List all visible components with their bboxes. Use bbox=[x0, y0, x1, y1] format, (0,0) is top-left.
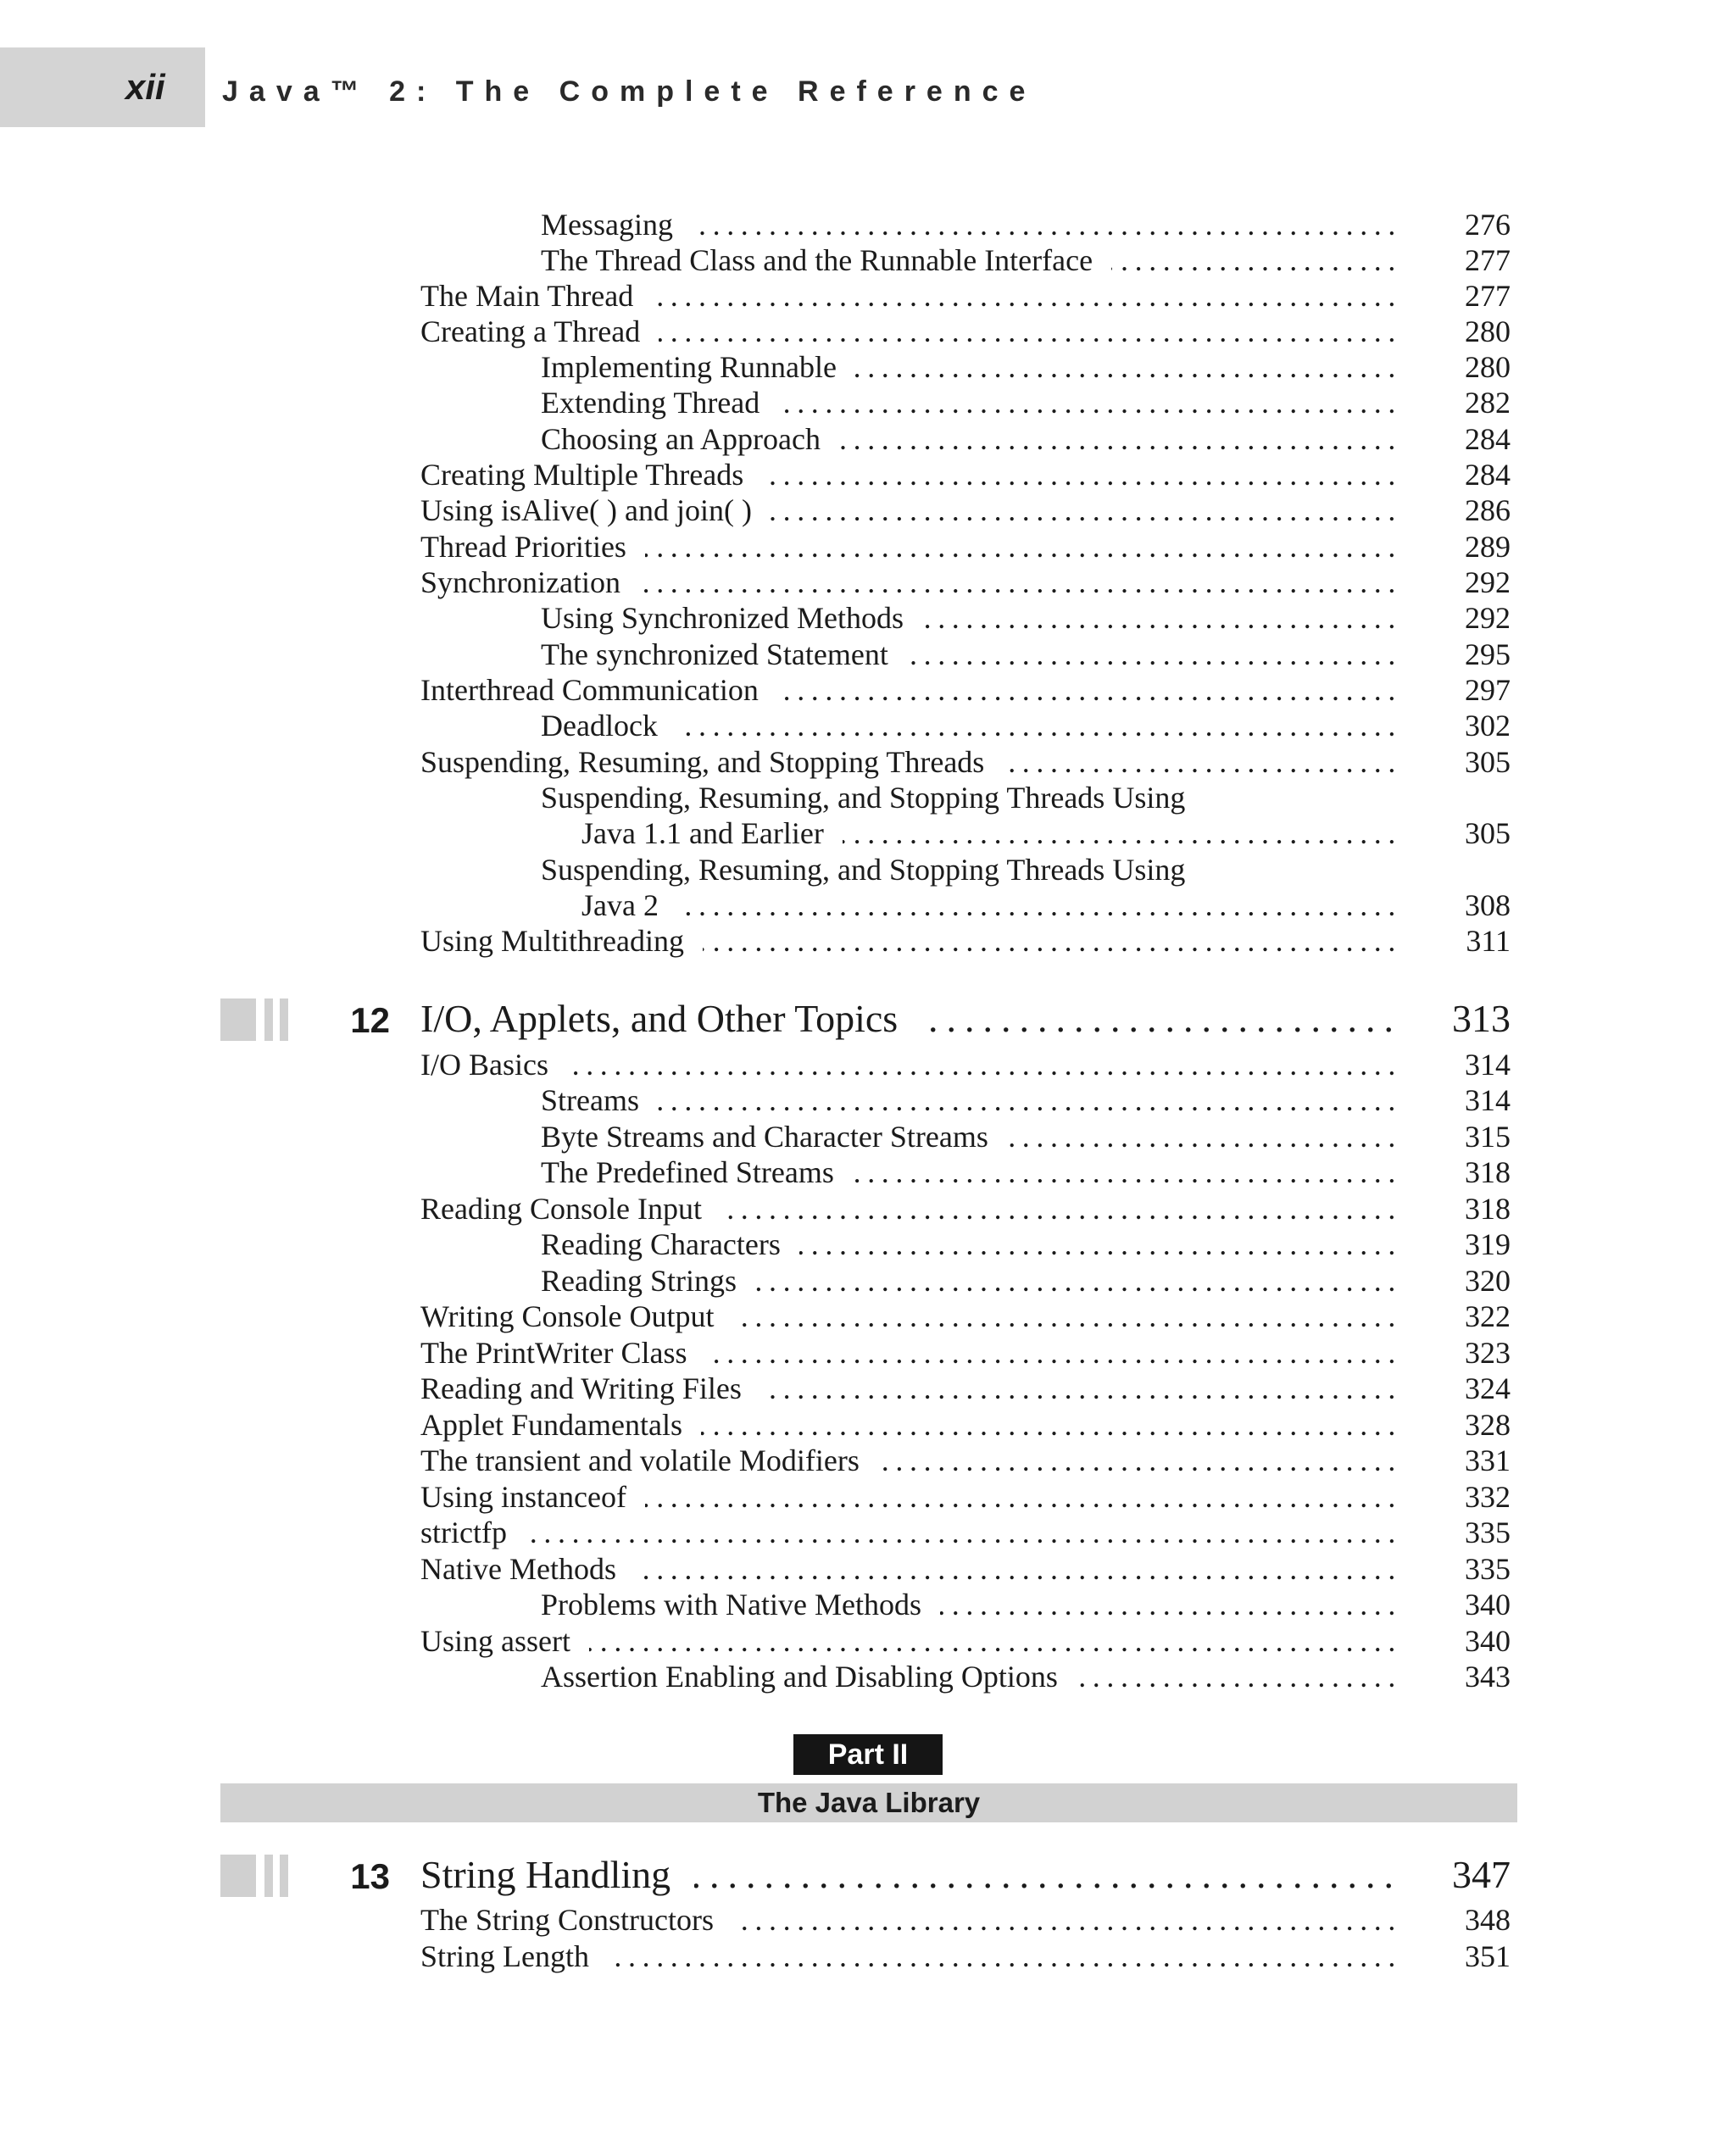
toc-entry-title: The Main Thread bbox=[420, 279, 634, 313]
toc-entry-title: String Length bbox=[420, 1939, 589, 1973]
toc-entry-title: Java 2 bbox=[581, 888, 659, 922]
toc-entry bbox=[420, 1047, 1402, 1082]
toc-entry-page: 284 bbox=[1465, 422, 1511, 456]
dot-leader bbox=[778, 385, 1402, 420]
toc-entry bbox=[541, 207, 1402, 242]
chapter-title: I/O, Applets, and Other Topics bbox=[420, 997, 899, 1040]
toc-entry bbox=[541, 1659, 1402, 1694]
toc-entry-title: Using assert bbox=[420, 1624, 570, 1658]
toc-entry-title: Suspending, Resuming, and Stopping Threads Using bbox=[541, 781, 1186, 815]
dot-leader bbox=[645, 1479, 1402, 1515]
toc-entry-page: 328 bbox=[1465, 1408, 1511, 1442]
dot-leader bbox=[645, 529, 1402, 565]
chapter-page: 313 bbox=[1452, 997, 1511, 1040]
toc-entry-title: Creating Multiple Threads bbox=[420, 458, 744, 492]
toc-entry-page: 331 bbox=[1465, 1443, 1511, 1477]
page-folio: xii bbox=[125, 67, 165, 107]
dot-leader bbox=[1007, 1119, 1402, 1154]
dot-leader bbox=[692, 207, 1402, 242]
toc-entry bbox=[420, 278, 1402, 314]
folio-box bbox=[0, 47, 205, 127]
toc-entry bbox=[541, 1119, 1402, 1154]
dot-leader bbox=[567, 1047, 1402, 1082]
toc-entry-page: 324 bbox=[1465, 1371, 1511, 1405]
toc-entry-title: Reading Strings bbox=[541, 1264, 737, 1298]
toc-entry-page: 286 bbox=[1465, 493, 1511, 527]
dot-leader bbox=[755, 1263, 1402, 1299]
dot-leader bbox=[940, 1587, 1402, 1622]
dot-leader bbox=[733, 1299, 1402, 1334]
toc-entry bbox=[420, 923, 1402, 959]
toc-entry-title: The String Constructors bbox=[420, 1903, 714, 1937]
toc-entry-page: 302 bbox=[1465, 709, 1511, 743]
toc-entry-title: Synchronization bbox=[420, 565, 620, 599]
toc-entry-page: 332 bbox=[1465, 1480, 1511, 1514]
toc-entry-page: 292 bbox=[1465, 601, 1511, 635]
chapter-heading bbox=[420, 997, 1402, 1041]
toc-entry bbox=[420, 1443, 1402, 1478]
running-title: Java™ 2: The Complete Reference bbox=[222, 75, 1037, 108]
dot-leader bbox=[706, 1335, 1403, 1371]
toc-entry-page: 320 bbox=[1465, 1264, 1511, 1298]
chapter-heading bbox=[420, 1853, 1402, 1897]
toc-entry-page: 318 bbox=[1465, 1155, 1511, 1189]
toc-entry bbox=[541, 1227, 1402, 1262]
toc-entry-title: I/O Basics bbox=[420, 1048, 548, 1082]
toc-entry-title: Applet Fundamentals bbox=[420, 1408, 682, 1442]
toc-entry-page: 297 bbox=[1465, 673, 1511, 707]
dot-leader bbox=[853, 1154, 1402, 1190]
toc-entry-page: 280 bbox=[1465, 350, 1511, 384]
dot-leader bbox=[721, 1191, 1402, 1227]
toc-entry-title: The synchronized Statement bbox=[541, 637, 888, 671]
toc-entry-title: Reading Characters bbox=[541, 1227, 781, 1261]
dot-leader bbox=[732, 1902, 1402, 1938]
toc-entry-title: Suspending, Resuming, and Stopping Threads Using bbox=[541, 853, 1186, 887]
toc-entry-title: The Thread Class and the Runnable Interface bbox=[541, 243, 1093, 277]
dot-leader bbox=[921, 997, 1402, 1041]
toc-entry-title: Messaging bbox=[541, 208, 673, 242]
toc-entry bbox=[541, 637, 1402, 672]
dot-leader bbox=[677, 887, 1402, 923]
chapter-marker-icon bbox=[220, 1855, 297, 1897]
toc-entry-title: Reading Console Input bbox=[420, 1192, 702, 1226]
chapter-number: 12 bbox=[350, 1000, 390, 1040]
dot-leader bbox=[839, 421, 1402, 457]
dot-leader bbox=[526, 1515, 1402, 1550]
toc-entry bbox=[420, 1623, 1402, 1659]
toc-entry-title: Using Synchronized Methods bbox=[541, 601, 904, 635]
toc-entry-title: Using isAlive( ) and join( ) bbox=[420, 493, 752, 527]
toc-entry bbox=[420, 1515, 1402, 1550]
toc-entry-page: 277 bbox=[1465, 243, 1511, 277]
dot-leader bbox=[907, 637, 1402, 672]
dot-leader bbox=[760, 1371, 1402, 1406]
dot-leader bbox=[608, 1939, 1402, 1974]
toc-entry-page: 348 bbox=[1465, 1903, 1511, 1937]
toc-entry-page: 340 bbox=[1465, 1624, 1511, 1658]
toc-entry bbox=[420, 457, 1402, 492]
dot-leader bbox=[652, 278, 1402, 314]
chapter-number: 13 bbox=[350, 1856, 390, 1896]
toc-entry bbox=[541, 421, 1402, 457]
toc-entry bbox=[541, 349, 1402, 385]
dot-leader bbox=[777, 672, 1402, 708]
dot-leader bbox=[1003, 744, 1402, 780]
toc-entry bbox=[541, 242, 1402, 278]
toc-entry-page: 305 bbox=[1465, 816, 1511, 850]
toc-entry bbox=[541, 1587, 1402, 1622]
toc-entry bbox=[420, 1479, 1402, 1515]
toc-entry bbox=[420, 565, 1402, 600]
toc-entry-title: Deadlock bbox=[541, 709, 658, 743]
toc-entry-title: Using instanceof bbox=[420, 1480, 626, 1514]
toc-entry-title: The PrintWriter Class bbox=[420, 1336, 687, 1370]
dot-leader bbox=[659, 314, 1402, 349]
chapter-marker-icon bbox=[220, 998, 297, 1041]
toc-entry-page: 343 bbox=[1465, 1660, 1511, 1694]
toc-entry bbox=[420, 1191, 1402, 1227]
dot-leader bbox=[658, 1082, 1402, 1118]
toc-entry-title: Reading and Writing Files bbox=[420, 1371, 742, 1405]
toc-entry-page: 335 bbox=[1465, 1516, 1511, 1549]
toc-entry-page: 314 bbox=[1465, 1048, 1511, 1082]
chapter-title: String Handling bbox=[420, 1853, 671, 1896]
toc-entry bbox=[420, 1902, 1402, 1938]
dot-leader bbox=[635, 1551, 1402, 1587]
toc-entry bbox=[420, 1299, 1402, 1334]
dot-leader bbox=[701, 1407, 1402, 1443]
part-label: Part II bbox=[793, 1734, 943, 1775]
toc-entry-page: 319 bbox=[1465, 1227, 1511, 1261]
toc-entry bbox=[541, 852, 1402, 887]
toc-entry bbox=[420, 314, 1402, 349]
toc-entry-title: strictfp bbox=[420, 1516, 507, 1549]
toc-entry-title: The Predefined Streams bbox=[541, 1155, 834, 1189]
toc-entry-page: 315 bbox=[1465, 1120, 1511, 1154]
toc-entry-page: 284 bbox=[1465, 458, 1511, 492]
toc-entry bbox=[420, 1939, 1402, 1974]
toc-entry bbox=[541, 780, 1402, 815]
toc-entry-page: 308 bbox=[1465, 888, 1511, 922]
toc-entry bbox=[581, 815, 1402, 851]
toc-entry-title: Native Methods bbox=[420, 1552, 616, 1586]
toc-entry bbox=[420, 1335, 1402, 1371]
dot-leader bbox=[843, 815, 1402, 851]
toc-entry-page: 280 bbox=[1465, 314, 1511, 348]
dot-leader bbox=[676, 708, 1402, 743]
toc-entry-page: 322 bbox=[1465, 1299, 1511, 1333]
toc-entry bbox=[541, 600, 1402, 636]
toc-entry-page: 277 bbox=[1465, 279, 1511, 313]
dot-leader bbox=[799, 1227, 1402, 1262]
toc-entry-title: Thread Priorities bbox=[420, 530, 626, 564]
toc-entry bbox=[420, 529, 1402, 565]
toc-entry-page: 318 bbox=[1465, 1192, 1511, 1226]
toc-entry-page: 351 bbox=[1465, 1939, 1511, 1973]
toc-entry-title: Byte Streams and Character Streams bbox=[541, 1120, 988, 1154]
toc-entry bbox=[420, 1551, 1402, 1587]
toc-entry bbox=[541, 708, 1402, 743]
toc-entry bbox=[420, 744, 1402, 780]
toc-entry bbox=[541, 385, 1402, 420]
toc-entry-title: Assertion Enabling and Disabling Options bbox=[541, 1660, 1058, 1694]
toc-entry bbox=[541, 1154, 1402, 1190]
toc-entry-page: 276 bbox=[1465, 208, 1511, 242]
toc-entry bbox=[420, 672, 1402, 708]
toc-entry bbox=[541, 1263, 1402, 1299]
dot-leader bbox=[703, 923, 1402, 959]
toc-entry-title: Writing Console Output bbox=[420, 1299, 715, 1333]
dot-leader bbox=[1077, 1659, 1402, 1694]
part-title: The Java Library bbox=[220, 1783, 1517, 1822]
dot-leader bbox=[639, 565, 1402, 600]
toc-entry bbox=[420, 492, 1402, 528]
toc-entry-title: Choosing an Approach bbox=[541, 422, 821, 456]
toc-entry-page: 340 bbox=[1465, 1588, 1511, 1621]
toc-entry bbox=[420, 1407, 1402, 1443]
toc-entry bbox=[581, 887, 1402, 923]
toc-entry-title: Implementing Runnable bbox=[541, 350, 837, 384]
toc-entry-title: Suspending, Resuming, and Stopping Threads bbox=[420, 745, 985, 779]
dot-leader bbox=[589, 1623, 1402, 1659]
toc-entry-page: 323 bbox=[1465, 1336, 1511, 1370]
dot-leader bbox=[762, 457, 1402, 492]
toc-entry-title: The transient and volatile Modifiers bbox=[420, 1443, 860, 1477]
dot-leader bbox=[1111, 242, 1402, 278]
toc-entry-page: 289 bbox=[1465, 530, 1511, 564]
toc-entry bbox=[541, 1082, 1402, 1118]
toc-entry-title: Streams bbox=[541, 1083, 639, 1117]
toc-entry-page: 335 bbox=[1465, 1552, 1511, 1586]
toc-entry-title: Extending Thread bbox=[541, 386, 760, 420]
dot-leader bbox=[855, 349, 1402, 385]
toc-entry-title: Interthread Communication bbox=[420, 673, 759, 707]
toc-entry-title: Creating a Thread bbox=[420, 314, 641, 348]
toc-entry-page: 292 bbox=[1465, 565, 1511, 599]
chapter-page: 347 bbox=[1452, 1853, 1511, 1896]
dot-leader bbox=[694, 1853, 1402, 1897]
dot-leader bbox=[922, 600, 1402, 636]
toc-entry-title: Using Multithreading bbox=[420, 924, 684, 958]
toc-entry-page: 282 bbox=[1465, 386, 1511, 420]
toc-entry-page: 311 bbox=[1466, 924, 1511, 958]
toc-entry bbox=[420, 1371, 1402, 1406]
dot-leader bbox=[878, 1443, 1402, 1478]
toc-entry-page: 305 bbox=[1465, 745, 1511, 779]
toc-entry-page: 314 bbox=[1465, 1083, 1511, 1117]
toc-entry-page: 295 bbox=[1465, 637, 1511, 671]
dot-leader bbox=[771, 492, 1402, 528]
toc-entry-title: Java 1.1 and Earlier bbox=[581, 816, 824, 850]
toc-entry-title: Problems with Native Methods bbox=[541, 1588, 921, 1621]
